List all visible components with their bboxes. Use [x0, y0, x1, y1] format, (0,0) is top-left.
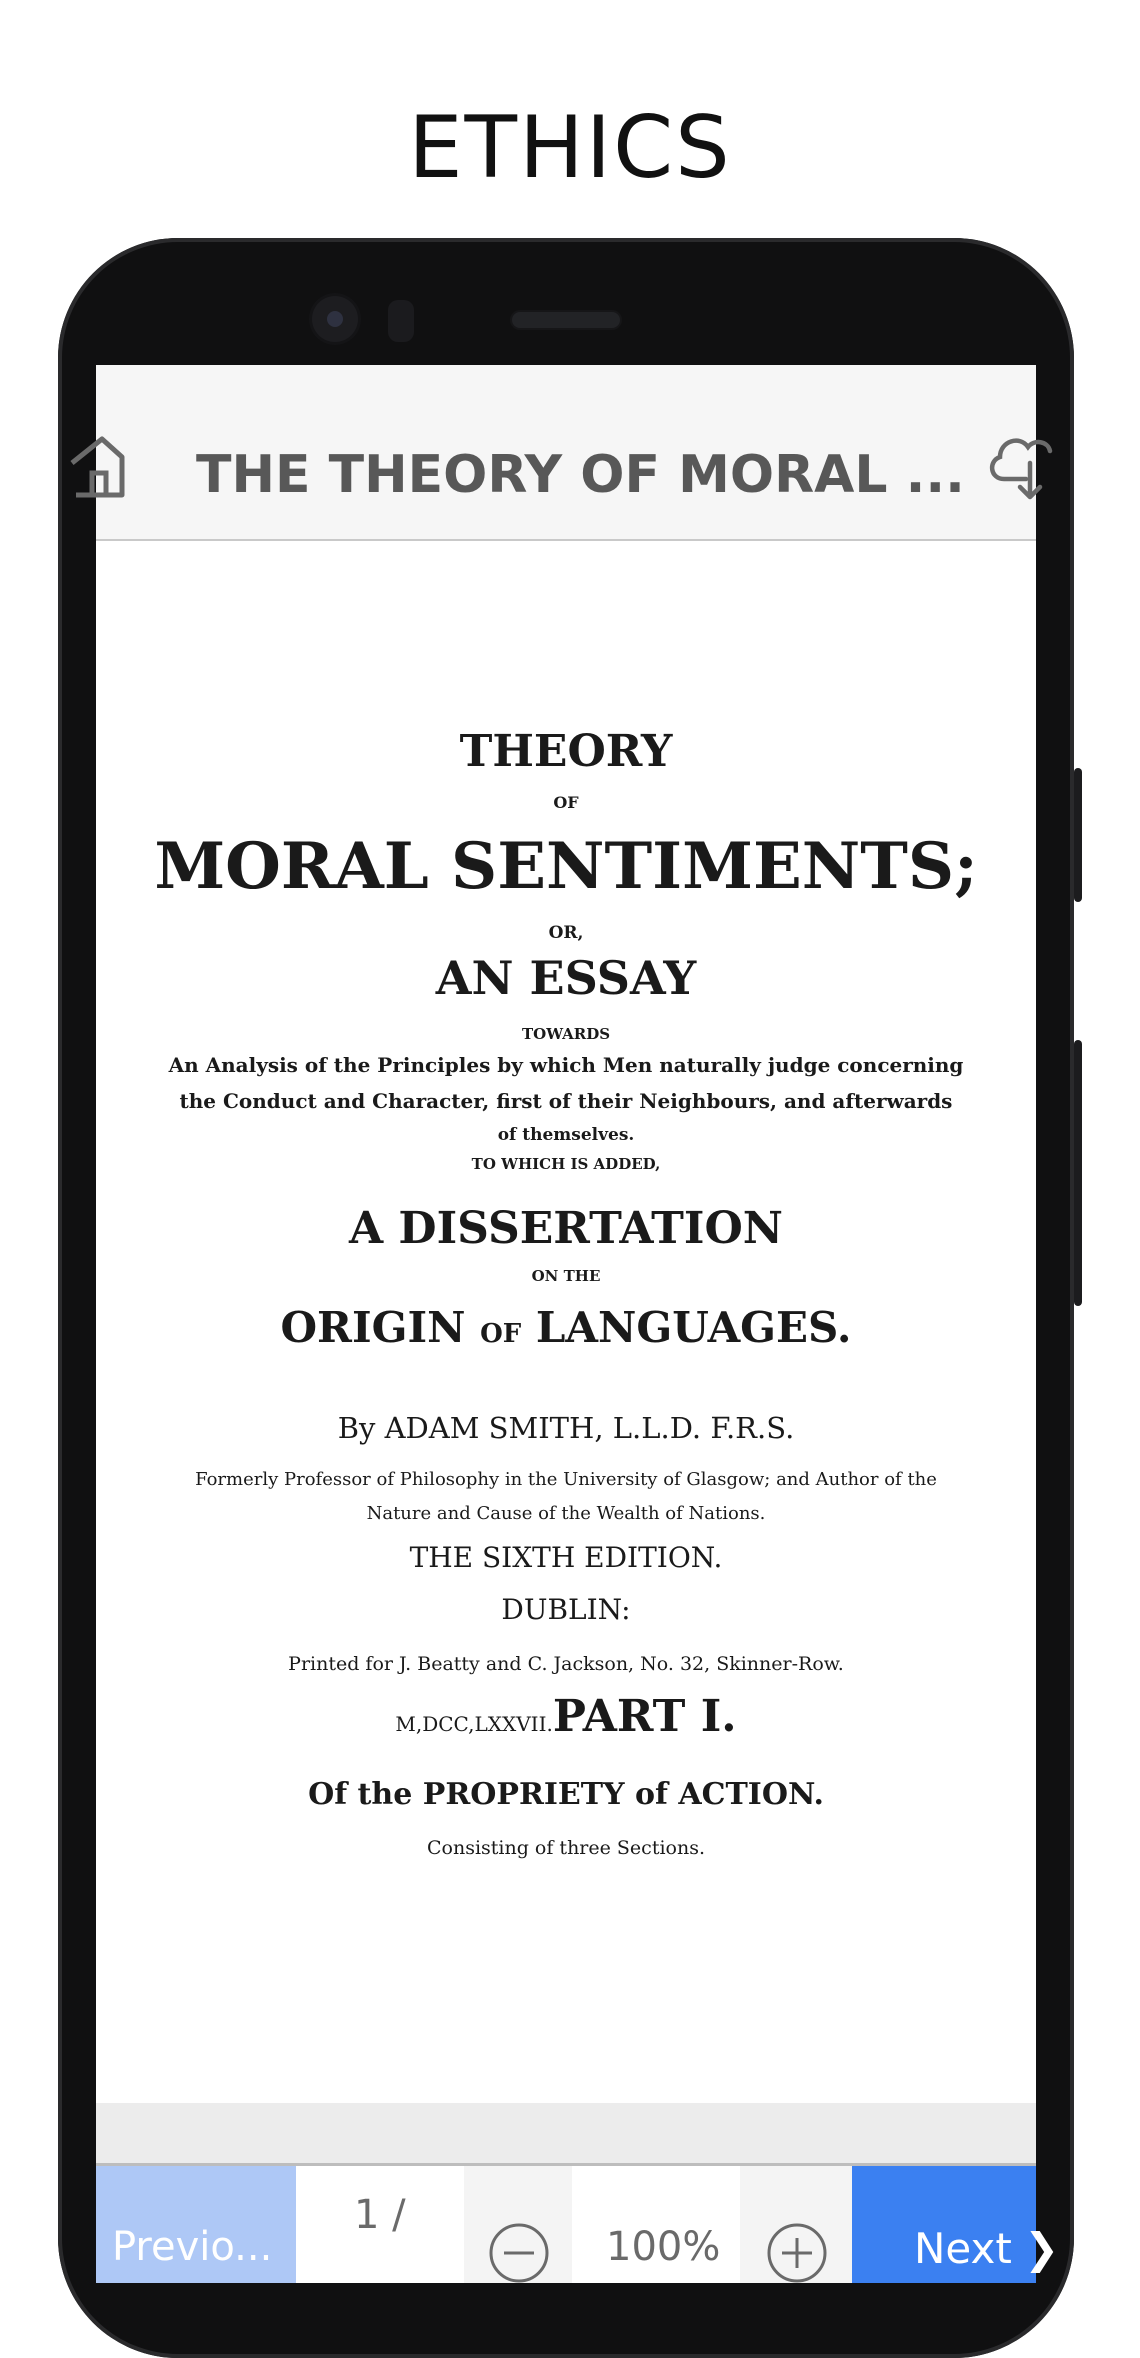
- cloud-download-icon[interactable]: [986, 421, 1056, 501]
- zoom-out-icon: [484, 2218, 554, 2288]
- languages-word: LANGUAGES.: [535, 1303, 852, 1352]
- part-line: [96, 1691, 1036, 1742]
- text-or: OR,: [548, 923, 584, 943]
- year-text: M,DCC,LXXVII.: [395, 1712, 553, 1736]
- analysis-line-3: of themselves.: [497, 1125, 635, 1145]
- text-towards: TOWARDS: [521, 1025, 611, 1043]
- next-button[interactable]: [852, 2166, 1060, 2283]
- speaker: [512, 312, 620, 328]
- heading-origin-languages: [96, 1303, 1036, 1352]
- text-added: TO WHICH IS ADDED,: [471, 1155, 661, 1173]
- caption: ETHICS: [408, 98, 732, 198]
- of-word: OF: [480, 1319, 522, 1349]
- formerly-line-2: Nature and Cause of the Wealth of Nations.: [366, 1503, 766, 1524]
- previous-button[interactable]: [96, 2166, 296, 2283]
- analysis-line-1: An Analysis of the Principles by which Men naturally judge concerning: [168, 1053, 964, 1077]
- text-on-the: ON THE: [531, 1267, 601, 1285]
- city-line: DUBLIN:: [501, 1593, 631, 1626]
- screen: [96, 365, 1060, 2280]
- printed-line: Printed for J. Beatty and C. Jackson, No. 32, Skinner-Row.: [288, 1653, 844, 1675]
- page-number-input[interactable]: [296, 2166, 464, 2283]
- part-title: Of the PROPRIETY of ACTION.: [308, 1777, 824, 1812]
- chevron-right-icon: ❯: [1024, 2224, 1060, 2273]
- zoom-out-button[interactable]: [464, 2166, 572, 2283]
- document-title: THE THEORY OF MORAL ...: [196, 445, 965, 505]
- page-number-label: 1 /: [354, 2192, 406, 2238]
- document-page: [96, 541, 1036, 2101]
- top-bar: [96, 365, 1036, 541]
- previous-label: Previo...: [112, 2224, 273, 2270]
- camera: [312, 296, 358, 342]
- phone-side-button: [1074, 768, 1082, 902]
- text-of: OF: [553, 793, 579, 812]
- sensor: [388, 300, 414, 342]
- sections-line: Consisting of three Sections.: [426, 1837, 705, 1859]
- heading-moral-sentiments: MORAL SENTIMENTS;: [154, 829, 978, 904]
- analysis-line-2: the Conduct and Character, first of their Neighbours, and afterwards: [179, 1089, 953, 1113]
- zoom-level-label: 100%: [606, 2224, 721, 2270]
- edition-line: THE SIXTH EDITION.: [409, 1541, 723, 1574]
- heading-theory: THEORY: [459, 726, 673, 777]
- zoom-in-icon: [762, 2218, 832, 2288]
- origin-word: ORIGIN: [280, 1303, 466, 1352]
- zoom-in-button[interactable]: [740, 2166, 852, 2283]
- page-gap: [96, 2103, 1036, 2163]
- heading-dissertation: A DISSERTATION: [348, 1203, 784, 1254]
- part-heading: PART I.: [552, 1691, 737, 1742]
- formerly-line-1: Formerly Professor of Philosophy in the University of Glasgow; and Author of the: [195, 1469, 937, 1490]
- phone-side-button: [1074, 1040, 1082, 1306]
- next-label: Next: [914, 2224, 1012, 2273]
- home-icon[interactable]: [82, 429, 132, 501]
- bottom-toolbar: [96, 2163, 1060, 2283]
- heading-essay: AN ESSAY: [435, 951, 697, 1005]
- zoom-level[interactable]: [572, 2166, 740, 2283]
- author-line: By ADAM SMITH, L.L.D. F.R.S.: [337, 1411, 795, 1445]
